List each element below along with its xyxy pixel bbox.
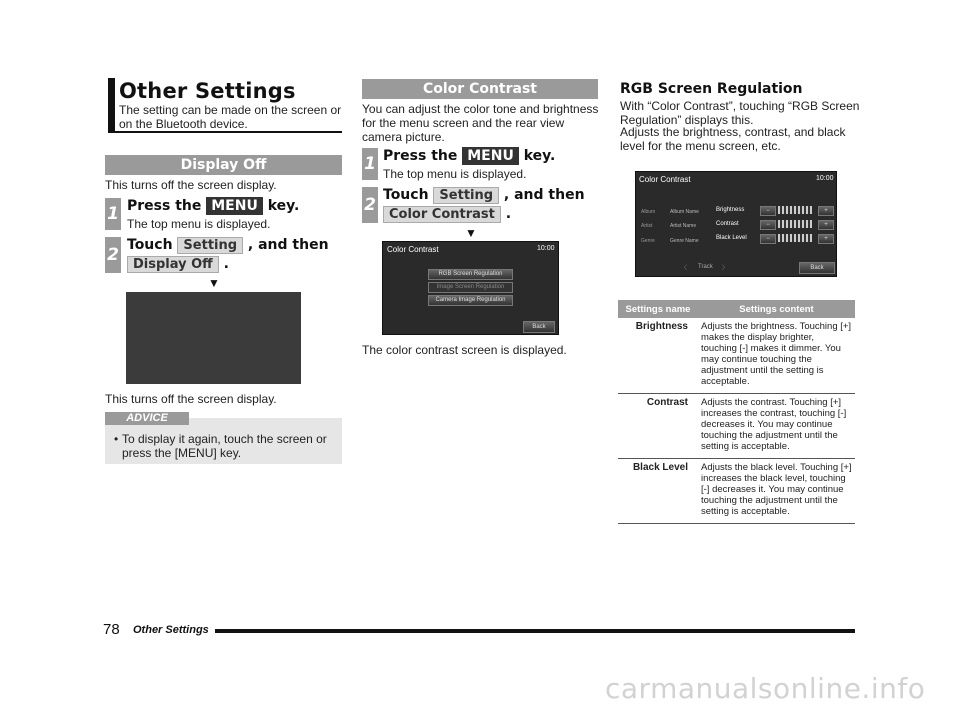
screen-title: Color Contrast <box>639 175 691 184</box>
step-text: . <box>505 206 512 222</box>
rgb-screen <box>635 171 837 277</box>
step-number: 2 <box>362 187 378 223</box>
left-label: Album <box>641 209 656 215</box>
menu-key: MENU <box>206 197 263 215</box>
step-title <box>127 237 329 254</box>
watermark: carmanualsonline.info <box>605 672 926 705</box>
header-bar <box>108 78 115 132</box>
black-level-minus-button[interactable]: − <box>760 234 776 244</box>
camera-image-regulation-button[interactable]: Camera Image Regulation <box>428 295 513 306</box>
footer-label: Other Settings <box>133 624 209 636</box>
setting-content: Adjusts the contrast. Touching [+] increases the contrast, touching [-] decreases it. You may continue touching the adjustment until the setting is acceptable. <box>698 394 855 459</box>
step-sub: The top menu is displayed. <box>383 167 527 181</box>
display-off-key: Display Off <box>127 256 219 273</box>
table-row <box>618 459 855 524</box>
contrast-level-bar <box>778 220 812 228</box>
step-title-line2 <box>127 256 229 273</box>
step-text: , and then <box>503 187 585 203</box>
step-number: 1 <box>362 148 378 180</box>
step-text: Press the <box>127 198 202 214</box>
down-arrow-icon: ▼ <box>208 276 220 290</box>
mid-label: Artist Name <box>670 223 697 229</box>
left-label: Genre <box>641 238 655 244</box>
setting-key: Setting <box>177 237 243 254</box>
setting-name: Black Level <box>618 459 698 524</box>
table-row <box>618 318 855 394</box>
step-text: Touch <box>127 237 173 253</box>
left-label: Artist <box>641 223 653 229</box>
black-level-level-bar <box>778 234 812 242</box>
step-text: Touch <box>383 187 429 203</box>
step-text: key. <box>523 148 556 164</box>
track-next-icon[interactable]: 〉 <box>722 266 729 272</box>
rgb-section-title: RGB Screen Regulation <box>620 81 803 97</box>
step-text: key. <box>267 198 300 214</box>
brightness-minus-button[interactable]: − <box>760 206 776 216</box>
color-contrast-band: Color Contrast <box>362 79 598 99</box>
page-number: 78 <box>103 621 120 638</box>
contrast-label: Contrast <box>716 221 739 227</box>
column-header: Settings content <box>698 300 855 318</box>
step-text: Press the <box>383 148 458 164</box>
mid-label: Album Name <box>670 209 699 215</box>
display-off-intro: This turns off the screen display. <box>105 178 277 192</box>
display-off-band: Display Off <box>105 155 342 175</box>
advice-bullet: • <box>114 432 119 446</box>
black-level-label: Black Level <box>716 235 747 241</box>
step-title-line2 <box>383 206 511 223</box>
back-button[interactable]: Back <box>799 262 835 274</box>
track-prev-icon[interactable]: 〈 <box>681 266 688 272</box>
brightness-level-bar <box>778 206 812 214</box>
step-number: 1 <box>105 198 121 230</box>
color-contrast-key: Color Contrast <box>383 206 501 223</box>
rgb-intro: With “Color Contrast”, touching “RGB Screen Regulation” displays this. <box>620 99 860 127</box>
image-screen-regulation-button[interactable]: Image Screen Regulation <box>428 282 513 293</box>
rgb-screen-regulation-button[interactable]: RGB Screen Regulation <box>428 269 513 280</box>
page-subtitle: The setting can be made on the screen or on the Bluetooth device. <box>119 103 342 131</box>
table-row <box>618 394 855 459</box>
down-arrow-icon: ▼ <box>465 226 477 240</box>
color-contrast-intro: You can adjust the color tone and brightness for the menu screen and the rear view camera picture. <box>362 102 599 144</box>
color-contrast-screen <box>382 241 559 335</box>
setting-name: Contrast <box>618 394 698 459</box>
mid-label: Genre Name <box>670 238 699 244</box>
step-title <box>383 147 555 165</box>
column-header: Settings name <box>618 300 698 318</box>
setting-content: Adjusts the black level. Touching [+] increases the black level, touching [-] decreases it. You may continue touching the adjustment until the setting is acceptable. <box>698 459 855 524</box>
table-header-row <box>618 300 855 318</box>
color-contrast-after: The color contrast screen is displayed. <box>362 343 567 357</box>
step-sub: The top menu is displayed. <box>127 217 271 231</box>
step-text: . <box>223 256 229 272</box>
header-rule <box>108 131 342 133</box>
black-level-plus-button[interactable]: + <box>818 234 834 244</box>
footer-rule <box>215 629 855 633</box>
step-title <box>127 197 299 215</box>
setting-name: Brightness <box>618 318 698 394</box>
contrast-minus-button[interactable]: − <box>760 220 776 230</box>
contrast-plus-button[interactable]: + <box>818 220 834 230</box>
screen-clock: 10:00 <box>816 175 834 182</box>
brightness-plus-button[interactable]: + <box>818 206 834 216</box>
rgb-intro-2: Adjusts the brightness, contrast, and black level for the menu screen, etc. <box>620 125 846 153</box>
setting-content: Adjusts the brightness. Touching [+] makes the display brighter, touching [-] makes it dimmer. You may continue touching the adjustment until the setting is acceptable. <box>698 318 855 394</box>
page-title: Other Settings <box>119 79 296 103</box>
track-label: Track <box>698 264 713 270</box>
step-text: , and then <box>247 237 329 253</box>
screen-clock: 10:00 <box>537 245 555 252</box>
display-off-after: This turns off the screen display. <box>105 392 277 406</box>
blank-screen-image <box>126 292 301 384</box>
menu-key: MENU <box>462 147 519 165</box>
step-title <box>383 187 585 204</box>
step-number: 2 <box>105 237 121 273</box>
advice-text: To display it again, touch the screen or press the [MENU] key. <box>122 432 327 460</box>
brightness-label: Brightness <box>716 207 745 213</box>
back-button[interactable]: Back <box>523 321 555 333</box>
settings-table <box>618 300 855 524</box>
screen-title: Color Contrast <box>387 245 439 254</box>
advice-tab: ADVICE <box>105 412 189 425</box>
setting-key: Setting <box>433 187 499 204</box>
